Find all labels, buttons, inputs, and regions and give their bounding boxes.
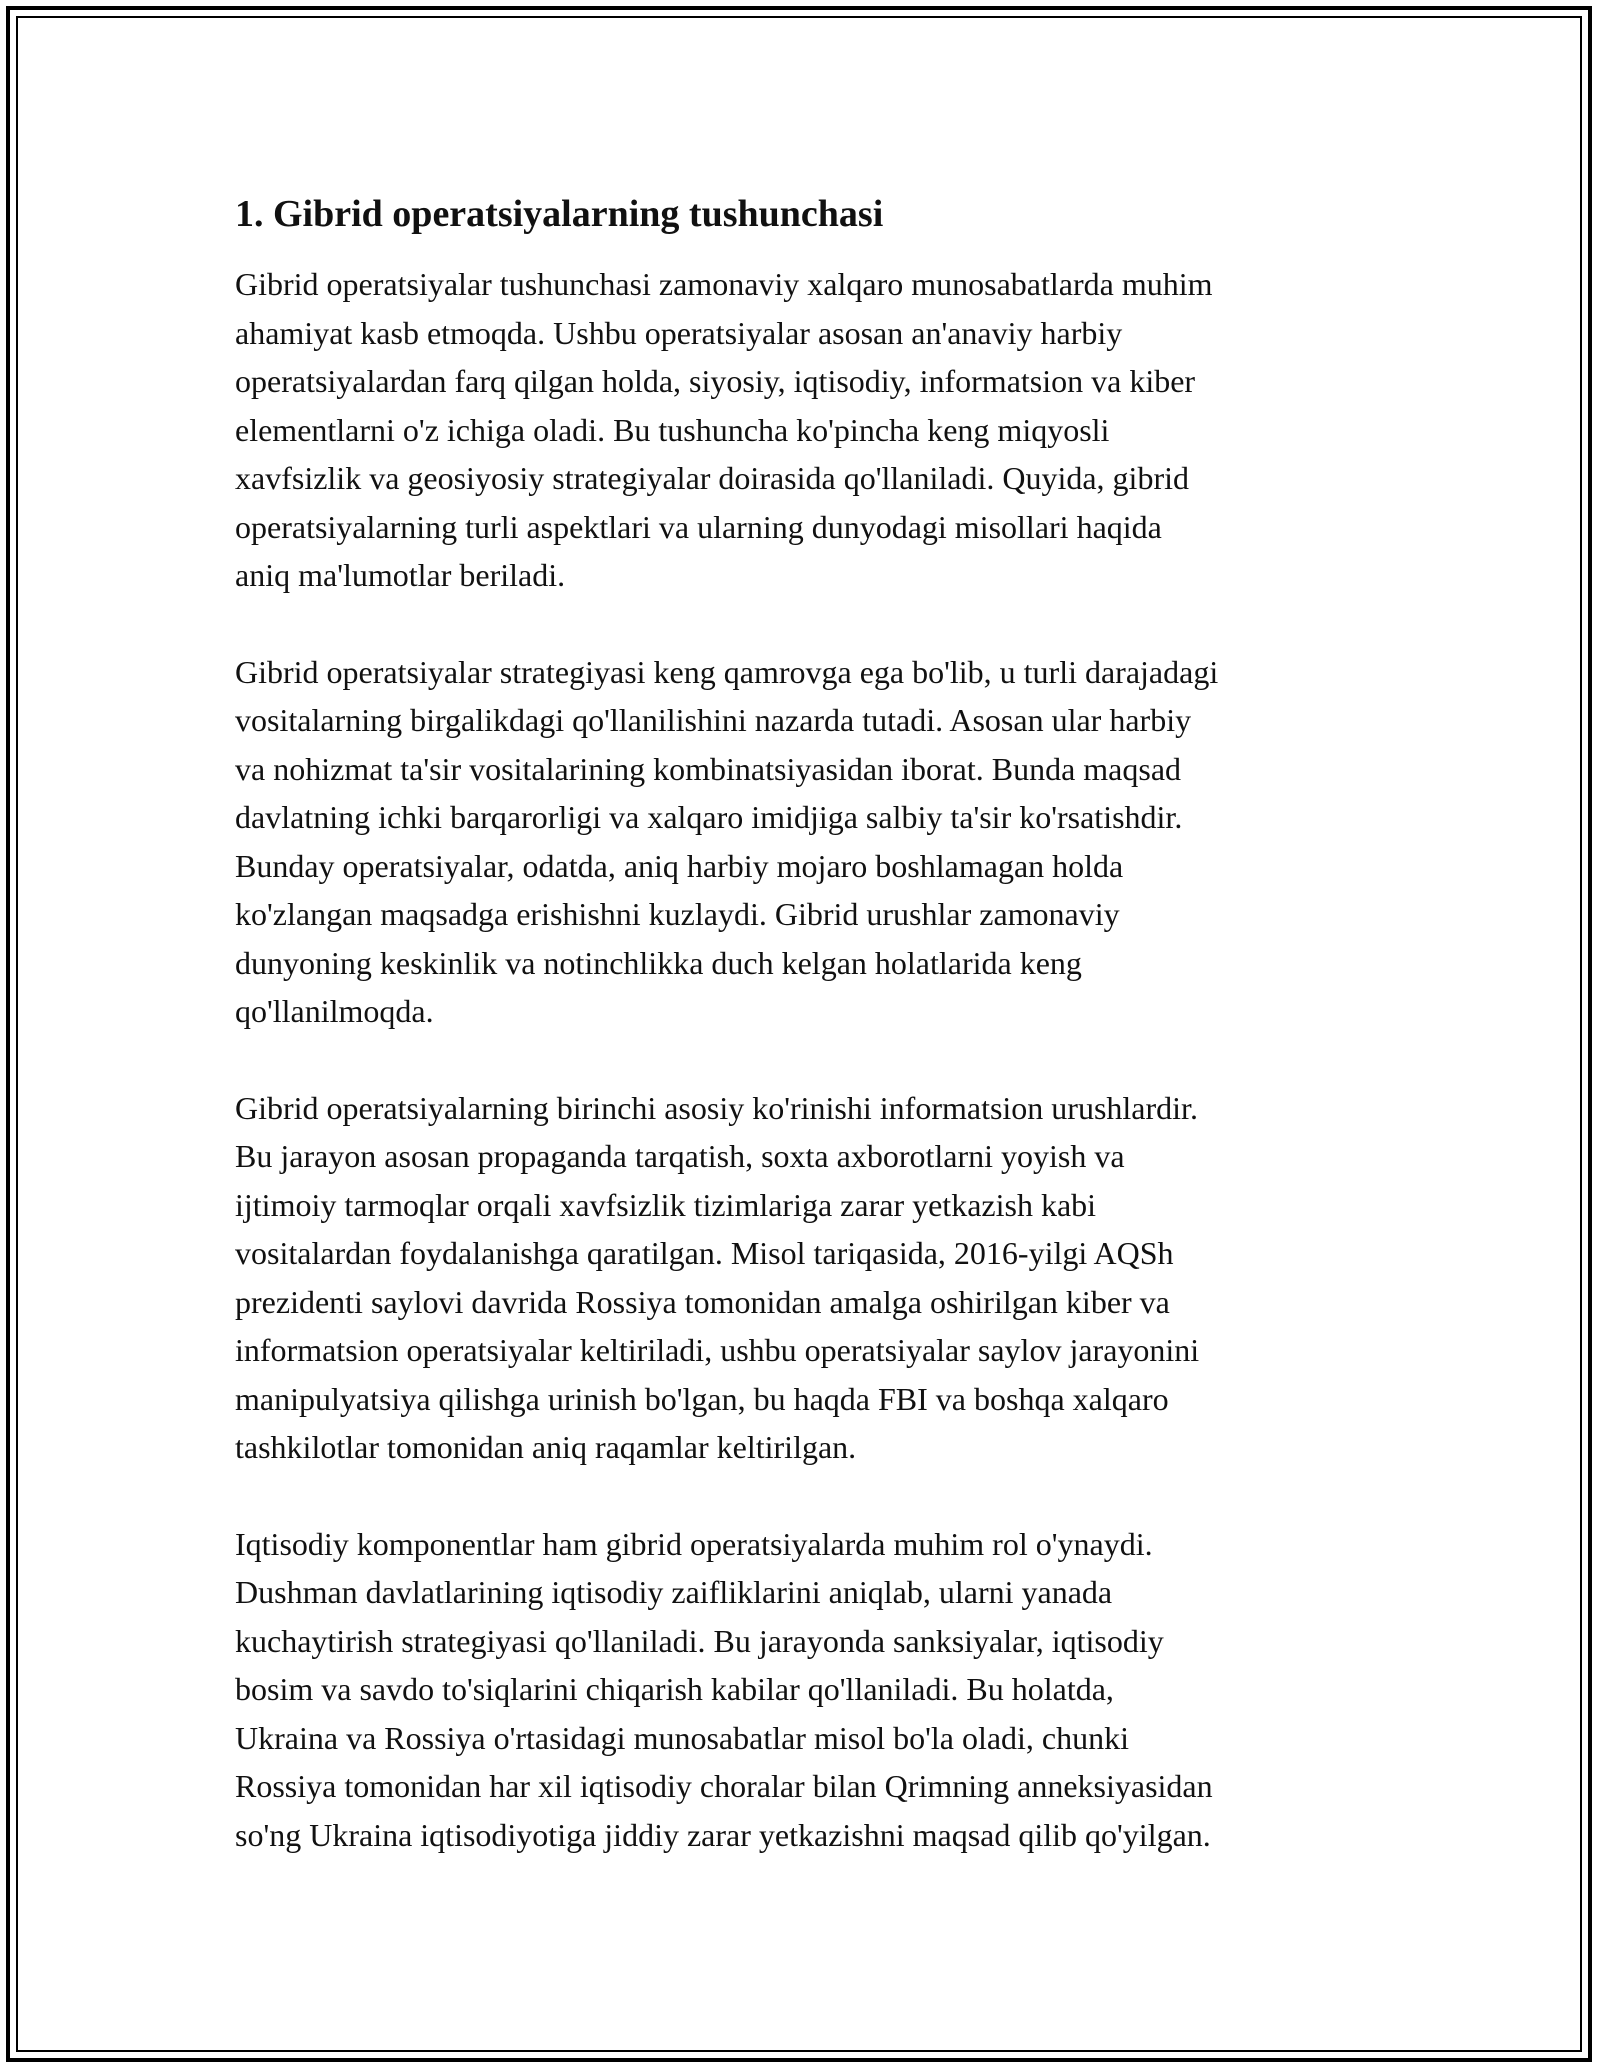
paragraph-information-warfare: Gibrid operatsiyalarning birinchi asosiy ko'rinishi informatsion urushlardir. Bu jarayon asosan propaganda tarqatish, soxta axborotlarni yoyish va ijtimoiy tarmoqlar orqali xavfsizlik tizimlariga zarar yetkazish kabi vositalardan foydalanishga qaratilgan. Misol tariqasida, 2016-yilgi AQSh prezidenti saylovi davrida Rossiya tomonidan amalga oshirilgan kiber va informatsion operatsiyalar keltiriladi, ushbu operatsiyalar saylov jarayonini manipulyatsiya qilishga urinish bo'lgan, bu haqda FBI va boshqa xalqaro tashkilotlar tomonidan aniq raqamlar keltirilgan. [235,1089,1200,1465]
section-title: 1. Gibrid operatsiyalarning tushunchasi [235,193,884,235]
paragraph-intro: Gibrid operatsiyalar tushunchasi zamonaviy xalqaro munosabatlarda muhim ahamiyat kasb etmoqda. Ushbu operatsiyalar asosan an'anaviy harbiy operatsiyalardan farq qilgan holda, siyosiy, iqtisodiy, informatsion va kiber elementlarni o'z ichiga oladi. Bu tushuncha ko'pincha keng miqyosli xavfsizlik va geosiyosiy strategiyalar doirasida qo'llaniladi. Quyida, gibrid operatsiyalarning turli aspektlari va ularning dunyodagi misollari haqida aniq ma'lumotlar beriladi. [235,266,1213,593]
document-body [235,186,1370,1907]
paragraph-strategy: Gibrid operatsiyalar strategiyasi keng qamrovga ega bo'lib, u turli darajadagi vositalarning birgalikdagi qo'llanilishini nazarda tutadi. Asosan ular harbiy va nohizmat ta'sir vositalarining kombinatsiyasidan iborat. Bunda maqsad davlatning ichki barqarorligi va xalqaro imidjiga salbiy ta'sir ko'rsatishdir. Bunday operatsiyalar, odatda, aniq harbiy mojaro boshlamagan holda ko'zlangan maqsadga erishishni kuzlaydi. Gibrid urushlar zamonaviy dunyoning keskinlik va notinchlikka duch kelgan holatlarida keng qo'llanilmoqda. [235,653,1219,1029]
paragraph-economic-components: Iqtisodiy komponentlar ham gibrid operatsiyalarda muhim rol o'ynaydi. Dushman davlatlarining iqtisodiy zaifliklarini aniqlab, ularni yanada kuchaytirish strategiyasi qo'llaniladi. Bu jarayonda sanksiyalar, iqtisodiy bosim va savdo to'siqlarini chiqarish kabilar qo'llaniladi. Bu holatda, Ukraina va Rossiya o'rtasidagi munosabatlar misol bo'la oladi, chunki Rossiya tomonidan har xil iqtisodiy choralar bilan Qrimning anneksiyasidan so'ng Ukraina iqtisodiyotiga jiddiy zarar yetkazishni maqsad qilib qo'yilgan. [235,1525,1213,1853]
